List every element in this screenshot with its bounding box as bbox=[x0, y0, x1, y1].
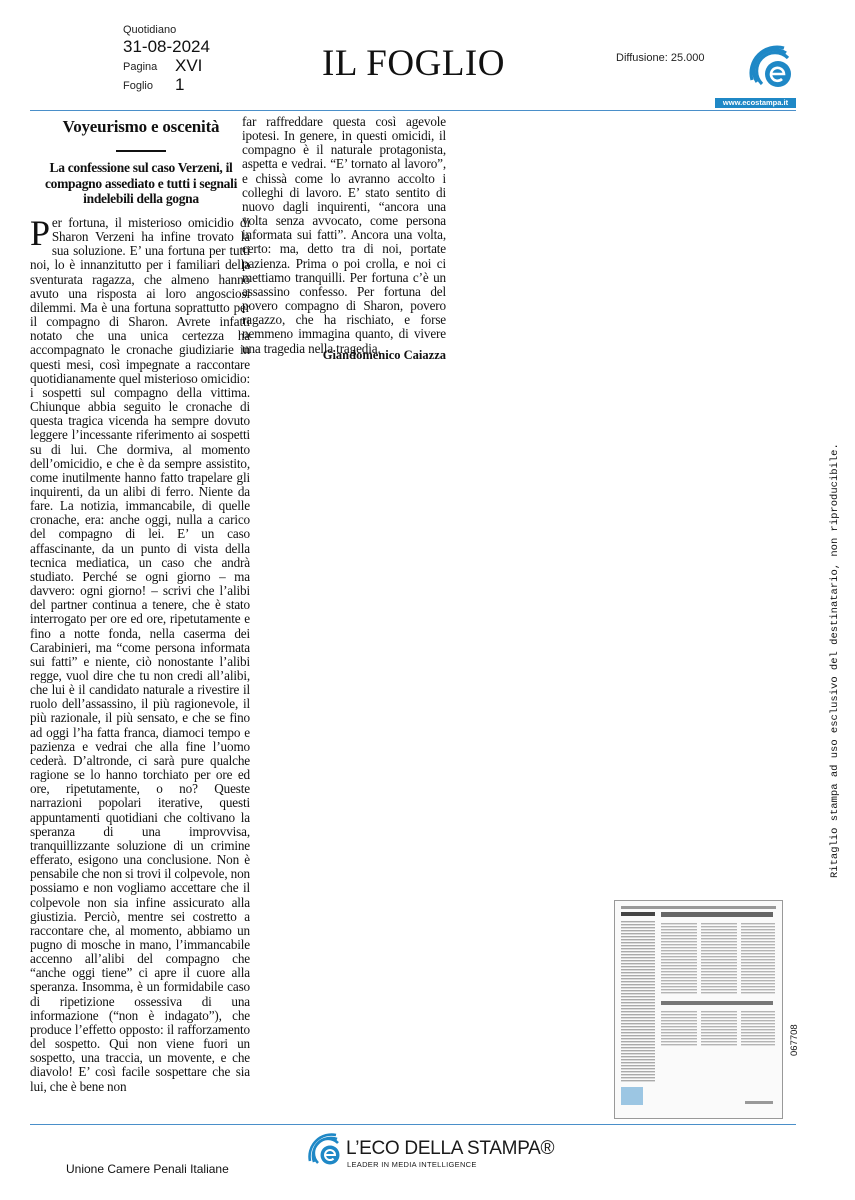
page-thumbnail bbox=[614, 900, 783, 1119]
website-link[interactable]: www.ecostampa.it bbox=[715, 98, 796, 108]
article-column-1 bbox=[30, 216, 250, 1116]
drop-cap: P bbox=[30, 216, 50, 253]
page-number: XVI bbox=[175, 56, 203, 75]
masthead: IL FOGLIO bbox=[322, 43, 505, 84]
article-body-1: er fortuna, il misterioso omicidio di Sharon Verzeni ha infine trovato la sua soluzione. E’ una fortuna per tutti noi, lo è innanzitutto per i familiari della sventurata ragazza, che almeno hanno avuto una risposta ai loro angosciosi dilemmi. Ma è una fortuna soprattutto per il compagno di Sharon. Avrete infatti notato che una unica certezza ha accompagnato le cronache giudiziarie in questi mesi, così impegnate a raccontare quotidianamente quel misterioso omicidio: i sospetti sul compagno della vittima. Chiunque abbia seguito le cronache di questa tragica vicenda ha sempre dovuto leggere l’incessante riferimento ai sospetti su di lui. Che dormiva, al momento dell’omicidio, e che è da sempre assistito, come inutilmente hanno fatto trapelare gli inquirenti, da un alibi di ferro. Niente da fare. La notizia, immancabile, di quelle cronache, era: anche oggi, nulla a carico del compagno di lei. E’ un caso affascinante, da un punto di vista della tecnica mediatica, un caso che andrà studiato. Perché se ogni giorno – ma davvero: ogni giorno! – scrivi che l’alibi del partner continua a tenere, che è stato interrogato per ore ed ore, ripetutamente e fino a notte fonda, nella caserma dei Carabinieri, ma “come persona informata sui fatti” e niente, ciò nonostante l’alibi regge, vuol dire che tu non credi all’alibi, che lui è il candidato naturale a rivestire il ruolo dell’assassino, il più ragionevole, il più razionale, il più sensato, e che se fino ad oggi l’ha fatta franca, diamoci tempo e pazienza e vedrai che alla fine l’uomo cederà. D’altronde, ci sarà pure qualche ragione se lo hanno torchiato per ore ed ore, ripetutamente, o no? Queste narrazioni popolari iterative, questi appuntamenti quotidiani che coltivano la speranza di una improvvisa, tranquillizzante soluzione di un crimine efferato, esigono una conclusione. Non è pensabile che non si trovi il colpevole, non possiamo e non vogliamo accettare che il colpevole non sia infine assicurato alla giustizia. Perciò, mentre sei costretto a raccontare che, al momento, abbiamo un pugno di mosche in mano, l’immancabile accenno all’alibi del compagno che “anche oggi tiene” ci apre il cuore alla speranza. Insomma, è un formidabile caso di ripetizione ossessiva di una informazione (“non è indagato”), che produce l’effetto opposto: il rafforzamento del sospetto. Qui non viene fuori un sospetto, una traccia, un movente, e che diavolo! E’ così facile sospettare che sia lui, che è bene non bbox=[30, 216, 250, 1094]
footer-tagline: LEADER IN MEDIA INTELLIGENCE bbox=[347, 1160, 477, 1169]
article-body-2: far raffreddare questa così agevole ipotesi. In genere, in questi omicidi, il compagno è il naturale protagonista, aspetta e vedrai. “E’ tornato al lavoro”, e chissà come lo avranno accolto i colleghi di lavoro. E’ stato sentito di nuovo dagli inquirenti, “ancora una volta senza avvocato, come persona informata sui fatti”. Ancora una volta, certo: ma, detto tra di noi, portate pazienza. Prima o poi crolla, e noi ci mettiamo tranquilli. Per fortuna c’è un assassino confesso. Per fortuna del povero compagno di Sharon, povero ragazzo, che ha rischiato, e forse nemmeno immagina quanto, di vivere una tragedia nella tragedia. bbox=[242, 114, 446, 356]
header-divider bbox=[30, 110, 796, 111]
source-type-label: Quotidiano bbox=[123, 24, 177, 36]
article-subhead: La confessione sul caso Verzeni, il compagno assediato e tutti i segnali indelebili della gogna bbox=[44, 160, 238, 206]
article-headline: Voyeurismo e oscenità bbox=[62, 117, 220, 136]
article-author: Giandomenico Caiazza bbox=[322, 348, 446, 362]
sheet-label: Foglio bbox=[123, 80, 153, 92]
article-column-2 bbox=[242, 115, 446, 356]
client-name: Unione Camere Penali Italiane bbox=[66, 1162, 229, 1176]
page-label: Pagina bbox=[123, 61, 158, 73]
headline-divider bbox=[116, 150, 166, 152]
publication-date: 31-08-2024 bbox=[123, 37, 210, 56]
footer-divider bbox=[30, 1124, 796, 1125]
circulation: Diffusione: 25.000 bbox=[616, 52, 705, 64]
ecostampa-logo-icon bbox=[744, 40, 796, 92]
sheet-number: 1 bbox=[175, 75, 185, 94]
copyright-notice: Ritaglio stampa ad uso esclusivo del destinatario, non riproducibile. bbox=[829, 443, 841, 878]
eco-della-stampa-logo-icon bbox=[306, 1131, 342, 1167]
clipping-code: 067708 bbox=[789, 1024, 800, 1056]
footer-brand: L’ECO DELLA STAMPA® bbox=[346, 1138, 555, 1159]
